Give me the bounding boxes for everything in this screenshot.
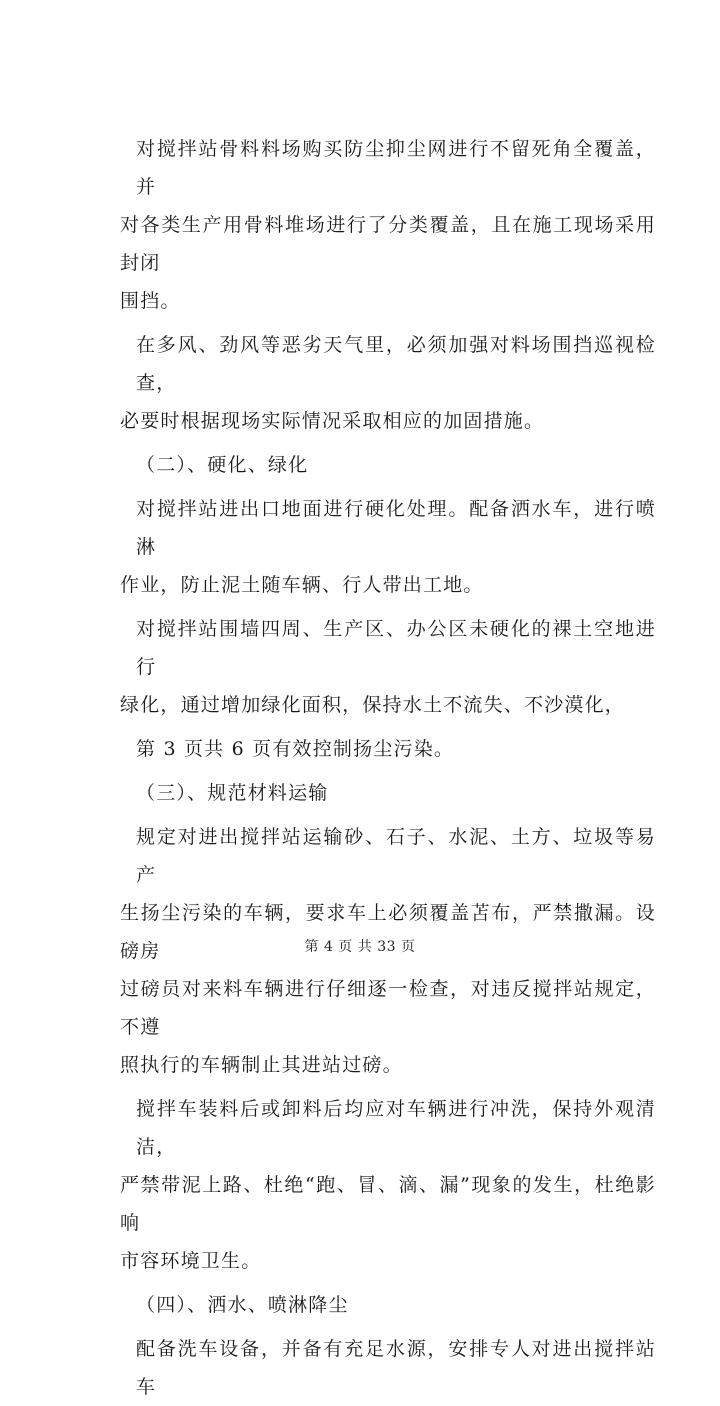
page-footer [0, 936, 720, 956]
text-line: 作业，防止泥土随车辆、行人带出工地。 [120, 574, 484, 596]
text-line: 市容环境卫生。 [120, 1250, 262, 1272]
paragraph-entrance-hardening [120, 490, 656, 604]
section-heading-hardening-greening [136, 446, 656, 484]
text-line: 围挡。 [120, 290, 181, 312]
text-line: 规定对进出搅拌站运输砂、石子、水泥、土方、垃圾等易产 [136, 826, 656, 886]
text-line: 搅拌车装料后或卸料后均应对车辆进行冲洗，保持外观清洁， [136, 1098, 656, 1158]
text-line: 第 3 页共 6 页有效控制扬尘污染。 [136, 738, 455, 760]
text-line: 对搅拌站骨料料场购买防尘抑尘网进行不留死角全覆盖，并 [136, 138, 656, 198]
text-line: 配备洗车设备，并备有充足水源，安排专人对进出搅拌站车 [136, 1338, 656, 1398]
text-line: 绿化，通过增加绿化面积，保持水土不流失、不沙漠化， [120, 694, 626, 716]
section-heading-sprinkling [136, 1286, 656, 1324]
paragraph-greening [120, 610, 656, 724]
text-line: 严禁带泥上路、杜绝“跑、冒、滴、漏”现象的发生，杜绝影响 [120, 1174, 656, 1234]
section-heading-material-transport [136, 774, 656, 812]
heading-text: （四）、洒水、喷淋降尘 [136, 1294, 349, 1316]
paragraph-aggregate-yard-cover [120, 130, 656, 320]
paragraph-truck-washing [120, 1090, 656, 1280]
text-line: 生扬尘污染的车辆，要求车上必须覆盖苫布，严禁撒漏。设磅房 [120, 902, 656, 962]
body-text [120, 130, 656, 1406]
text-line: 过磅员对来料车辆进行仔细逐一检查，对违反搅拌站规定，不遵 [120, 978, 656, 1038]
heading-text: （三）、规范材料运输 [136, 782, 329, 804]
text-line: 必要时根据现场实际情况采取相应的加固措施。 [120, 410, 545, 432]
text-line: 对搅拌站围墙四周、生产区、办公区未硬化的裸土空地进行 [136, 618, 656, 678]
text-line: 照执行的车辆制止其进站过磅。 [120, 1054, 403, 1076]
text-line: 在多风、劲风等恶劣天气里，必须加强对料场围挡巡视检查， [136, 334, 656, 394]
page-number-label: 第 4 页 共 33 页 [304, 939, 416, 955]
paragraph-dust-control [136, 730, 656, 768]
text-line: 对搅拌站进出口地面进行硬化处理。配备洒水车，进行喷淋 [136, 498, 656, 558]
paragraph-weather-inspection [120, 326, 656, 440]
text-line: 对各类生产用骨料堆场进行了分类覆盖，且在施工现场采用封闭 [120, 214, 656, 274]
heading-text: （二）、硬化、绿化 [136, 454, 309, 476]
paragraph-wash-equipment [136, 1330, 656, 1406]
